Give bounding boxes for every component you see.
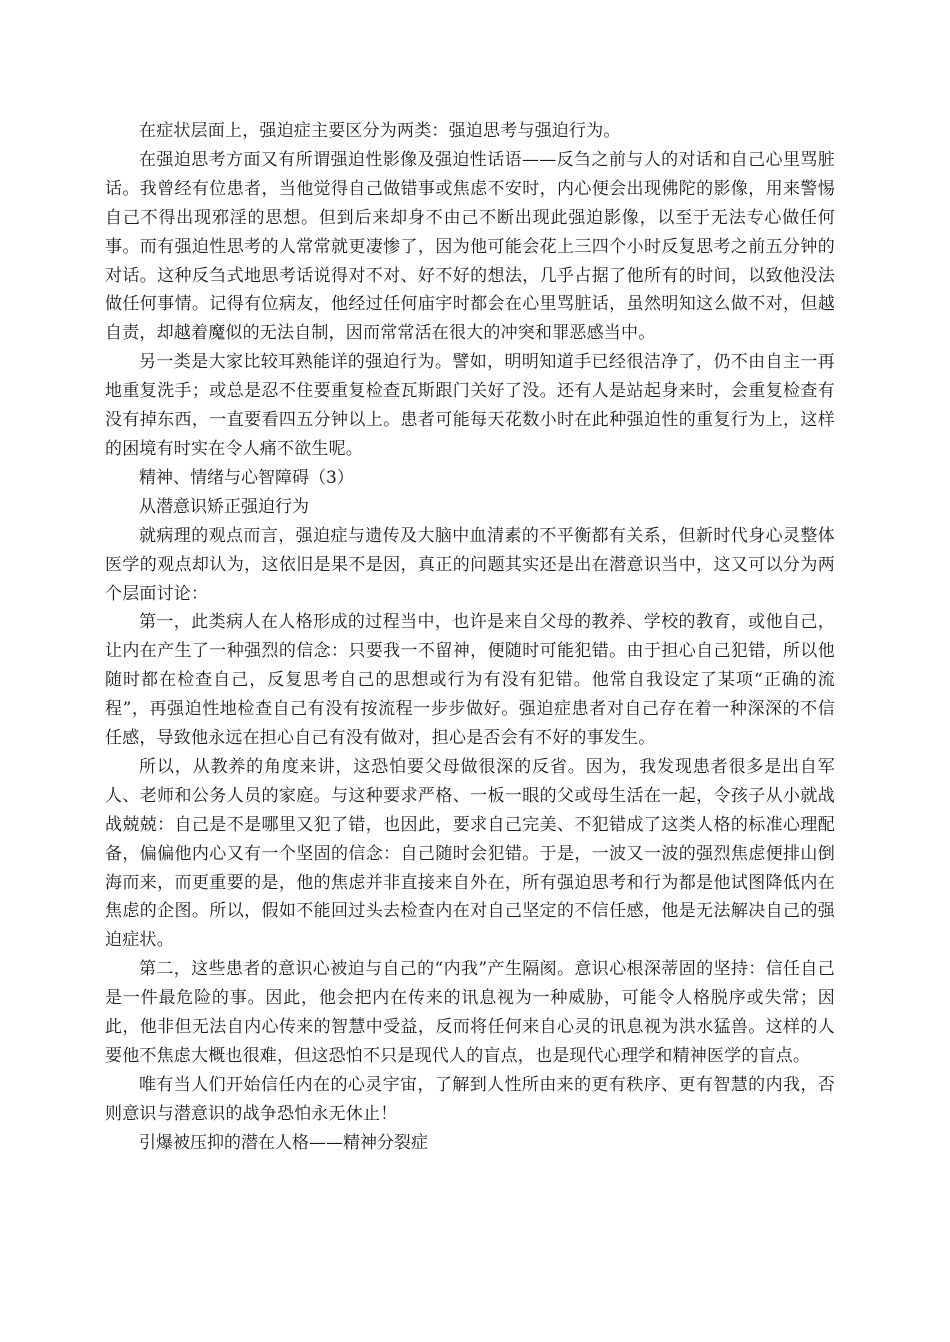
paragraph-conclusion: 唯有当人们开始信任内在的心灵宇宙，了解到人性所由来的更有秩序、更有智慧的内我，否则意识与潜意识的战争恐怕永无休止！ <box>105 1074 835 1124</box>
document-page <box>105 117 835 1158</box>
paragraph-upbringing: 所以，从教养的角度来讲，这恐怕要父母做很深的反省。因为，我发现患者很多是出自军人、老师和公务人员的家庭。与这种要求严格、一板一眼的父或母生活在一起，令孩子从小就战战兢兢：自己是不是哪里又犯了错，也因此，要求自己完美、不犯错成了这类人格的标准心理配备，偏偏他内心又有一个坚固的信念：自己随时会犯错。于是，一波又一波的强烈焦虑便排山倒海而来，而更重要的是，他的焦虑并非直接来自外在，所有强迫思考和行为都是他试图降低内在焦虑的企图。所以，假如不能回过头去检查内在对自己坚定的不信任感，他是无法解决自己的强迫症状。 <box>105 756 835 951</box>
paragraph-symptom-levels: 在症状层面上，强迫症主要区分为两类：强迫思考与强迫行为。 <box>139 121 621 141</box>
paragraph-compulsive-behavior: 另一类是大家比较耳熟能详的强迫行为。譬如，明明知道手已经很洁净了，仍不由自主一再地重复洗手；或总是忍不住要重复检查瓦斯跟门关好了没。还有人是站起身来时，会重复检查有没有掉东西，一直要看四五分钟以上。患者可能每天花数小时在此种强迫性的重复行为上，这样的困境有时实在令人痛不欲生呢。 <box>105 352 835 459</box>
section-heading-schizophrenia: 引爆被压抑的潜在人格——精神分裂症 <box>139 1132 428 1153</box>
paragraph-first-level: 第一，此类病人在人格形成的过程当中，也许是来自父母的教养、学校的教育，或他自己，让内在产生了一种强烈的信念：只要我一不留神，便随时可能犯错。由于担心自己犯错，所以他随时都在检查自己，反复思考自己的思想或行为有没有犯错。他常自我设定了某项“正确的流程”，再强迫性地检查自己有没有按流程一步步做好。强迫症患者对自己存在着一种深深的不信任感，导致他永远在担心自己有没有做对，担心是否会有不好的事发生。 <box>105 612 835 749</box>
section-heading-mental-disorders: 精神、情绪与心智障碍（3） <box>139 467 354 488</box>
paragraph-second-level: 第二，这些患者的意识心被迫与自己的“内我”产生隔阂。意识心根深蒂固的坚持：信任自己是一件最危险的事。因此，他会把内在传来的讯息视为一种威胁，可能令人格脱序或失常；因此，他非但无法自内心传来的智慧中受益，反而将任何来自心灵的讯息视为洪水猛兽。这样的人要他不焦虑大概也很难，但这恐怕不只是现代人的盲点，也是现代心理学和精神医学的盲点。 <box>105 959 835 1066</box>
paragraph-pathology-view: 就病理的观点而言，强迫症与遗传及大脑中血清素的不平衡都有关系，但新时代身心灵整体医学的观点却认为，这依旧是果不是因，真正的问题其实还是出在潜意识当中，这又可以分为两个层面讨论： <box>105 525 835 604</box>
section-heading-subconscious: 从潜意识矫正强迫行为 <box>139 496 309 517</box>
paragraph-obsessive-thinking: 在强迫思考方面又有所谓强迫性影像及强迫性话语——反刍之前与人的对话和自己心里骂脏话。我曾经有位患者，当他觉得自己做错事或焦虑不安时，内心便会出现佛陀的影像，用来警惕自己不得出现邪淫的思想。但到后来却身不由己不断出现此强迫影像，以至于无法专心做任何事。而有强迫性思考的人常常就更凄惨了，因为他可能会花上三四个小时反复思考之前五分钟的对话。这种反刍式地思考话说得对不对、好不好的想法，几乎占据了他所有的时间，以致他没法做任何事情。记得有位病友，他经过任何庙宇时都会在心里骂脏话，虽然明知这么做不对，但越自责，却越着魔似的无法自制，因而常常活在很大的冲突和罪恶感当中。 <box>105 149 835 344</box>
